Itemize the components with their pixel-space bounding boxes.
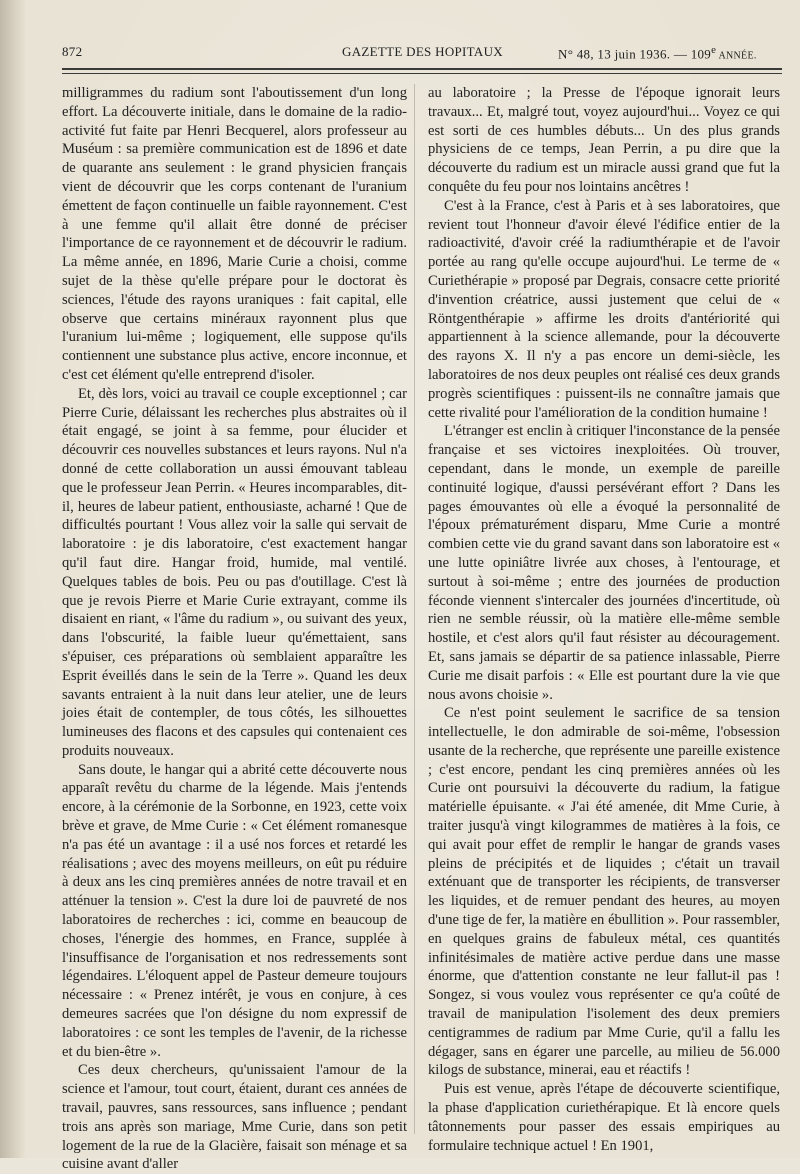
paragraph: milligrammes du radium sont l'aboutissement d'un long effort. La découverte initiale, dans le domaine de la radio-activité fut faite par Henri Becquerel, alors professeur au Muséum : sa première communication est de 1896 et date de quarante ans seulement : le grand physicien français vient de découvrir que les corps contenant de l'uranium émettent de façon continuelle un faible rayonnement. C'est à une femme qu'il allait être donné de préciser l'importance de ce rayonnement et de découvrir le radium. La même année, en 1896, Marie Curie a choisi, comme sujet de la thèse qu'elle prépare pour le doctorat ès sciences, l'étude des rayons uraniques : fait capital, elle observe que certains minéraux rayonnent plus que l'uranium lui-même ; logiquement, elle suppose qu'ils contiennent une substance plus active, encore inconnue, et c'est cet élément qu'elle entreprend d'isoler. <box>62 85 407 383</box>
paragraph: Puis est venue, après l'étape de découverte scientifique, la phase d'application curiethérapique. Et là encore quels tâtonnements pour passer des essais empiriques au formulaire technique actuel ! En 1901, <box>428 1081 780 1154</box>
running-header <box>62 44 782 64</box>
header-rule-thin <box>62 73 782 74</box>
column-divider <box>414 84 415 1134</box>
issue-date: N° 48, 13 juin 1936. — 109 <box>558 46 712 62</box>
journal-title: GAZETTE DES HOPITAUX <box>342 44 503 59</box>
issue-year-label: ANNÉE. <box>716 50 757 62</box>
paragraph: Sans doute, le hangar qui a abrité cette découverte nous apparaît revêtu du charme de la légende. Mais j'entends encore, à la cérémonie de la Sorbonne, en 1923, cette voix brève et grave, de Mme Curie : « Cet élément romanesque n'a pas été un avantage : il a usé nos forces et retardé les réalisations ; avec des moyens meilleurs, on eût pu réduire à deux ans les cinq premières années de notre travail et en atténuer la tension ». C'est la dure loi de pauvreté de nos laboratoires de recherches : ici, comme en beaucoup de choses, l'énergie des hommes, en France, supplée à l'insuffisance de l'organisation et nos redressements sont légendaires. L'éloquent appel de Pasteur demeure toujours nécessaire : « Prenez intérêt, je vous en conjure, à ces demeures sacrées que l'on désigne du nom expressif de laboratoires : ce sont les temples de l'avenir, de la richesse et du bien-être ». <box>62 761 407 1060</box>
paragraph: Ce n'est point seulement le sacrifice de sa tension intellectuelle, le don admirable de soi-même, l'obsession usante de la recherche, que représente une pareille existence ; c'est encore, pendant les cinq premières années où les Curie ont poursuivi la découverte du radium, la fatigue matérielle épuisante. « J'ai été amenée, dit Mme Curie, à traiter jusqu'à vingt kilogrammes de matières à la fois, ce qui avait pour effet de remplir le hangar de grands vases pleins de précipités et de liquides ; c'était un travail exténuant que de transporter les récipients, de transverser les liquides, et de remuer pendant des heures, au moyen d'une tige de fer, la matière en ébullition ». Pour rassembler, en quelques grains de fabuleux métal, ces quantités infinitésimales de matière active perdue dans une masse énorme, que d'attention constante ne leur fallut-il pas ! Songez, si vous voulez vous représenter ce qu'a coûté de travail de manipulation l'isolement des deux premiers centigrammes de radium par Mme Curie, qu'il a fallu les dégager, sans en égarer une parcelle, au milieu de 56.000 kilogs de substance, minerai, eau et réactifs ! <box>428 705 780 1079</box>
left-column <box>62 84 407 1173</box>
paragraph: L'étranger est enclin à critiquer l'inconstance de la pensée française et ses victoires inexploitées. Où trouver, cependant, dans le monde, un exemple de pareille continuité logique, d'aussi persévérant effort ? Dans les pages émouvantes où elle a évoqué la personnalité de l'époux prématurément disparu, Mme Curie a montré combien cette vie du grand savant dans son laboratoire est « une lutte opiniâtre livrée aux choses, à l'entourage, et surtout à soi-même ; entre des journées de production féconde viennent s'intercaler des journées d'incertitude, où rien ne semble réussir, où la matière elle-même semble hostile, et c'est alors qu'il faut résister au découragement. Et, sans jamais se départir de sa patience inlassable, Pierre Curie me disait parfois : « Elle est pourtant dure la vie que nous avons choisie ». <box>428 423 780 703</box>
paragraph: au laboratoire ; la Presse de l'époque ignorait leurs travaux... Et, malgré tout, voyez aujourd'hui... Voyez ce qui est sorti de ces humbles débuts... Un des plus grands physiciens de ce temps, Jean Perrin, a pu dire que la découverte du radium est un miracle aussi grand que fut la conquête du feu pour nos lointains ancêtres ! <box>428 85 780 195</box>
issue-ordinal: e <box>711 44 717 56</box>
paragraph: Et, dès lors, voici au travail ce couple exceptionnel ; car Pierre Curie, délaissant les recherches plus abstraites où il était engagé, se joint à sa femme, pour élucider et découvrir ces nouvelles substances et leurs rayons. Nul n'a donné de cette collaboration un aussi émouvant tableau que le professeur Jean Perrin. « Heures incomparables, dit-il, heures de labeur patient, enthousiaste, acharné ! Que de difficultés pourtant ! Vous allez voir la salle qui servait de laboratoire : je dis laboratoire, c'est exactement hangar qu'il faut dire. Hangar froid, humide, mal ventilé. Quelques tables de bois. Peu ou pas d'outillage. C'est là que je revois Pierre et Marie Curie extrayant, comme ils disaient en riant, « l'âme du radium », ou suivant des yeux, dans l'obscurité, la faible lueur qu'émettaient, sans s'épuiser, ces préparations où semblaient apparaître les Esprit éveillés dans le sein de la Terre ». Quand les deux savants entraient à la nuit dans leur atelier, une de leurs joies était de contempler, de tous côtés, les silhouettes lumineuses des flacons et des capsules qui contenaient ces produits nouveaux. <box>62 385 407 759</box>
header-rule-thick <box>62 68 782 70</box>
page-fold-shadow <box>0 0 26 1158</box>
issue-info <box>558 44 757 62</box>
paragraph: Ces deux chercheurs, qu'unissaient l'amour de la science et l'amour, tout court, étaient, durant ces années de travail, pauvres, sans ressources, sans influence ; pendant trois ans après son mariage, Mme Curie, dans son petit logement de la rue de la Glacière, faisait son ménage et sa cuisine avant d'aller <box>62 1062 407 1173</box>
paragraph: C'est à la France, c'est à Paris et à ses laboratoires, que revient tout l'honneur d'avoir élevé l'édifice entier de la radioactivité, d'avoir créé la radiumthérapie et de l'avoir portée au rang qu'elle occupe aujourd'hui. Le terme de « Curiethérapie » proposé par Degrais, consacre cette priorité d'invention créatrice, aussi justement que celui de « Röntgenthérapie » affirme les droits d'antériorité qui appartiennent à la science allemande, pour la découverte des rayons X. Il n'y a pas encore un demi-siècle, les laboratoires de nos deux peuples ont réalisé ces deux grands progrès scientifiques : puissent-ils ne connaître jamais que cette rivalité pour l'amélioration de la condition humaine ! <box>428 197 780 421</box>
right-column <box>428 84 780 1154</box>
page-number: 872 <box>62 44 83 59</box>
